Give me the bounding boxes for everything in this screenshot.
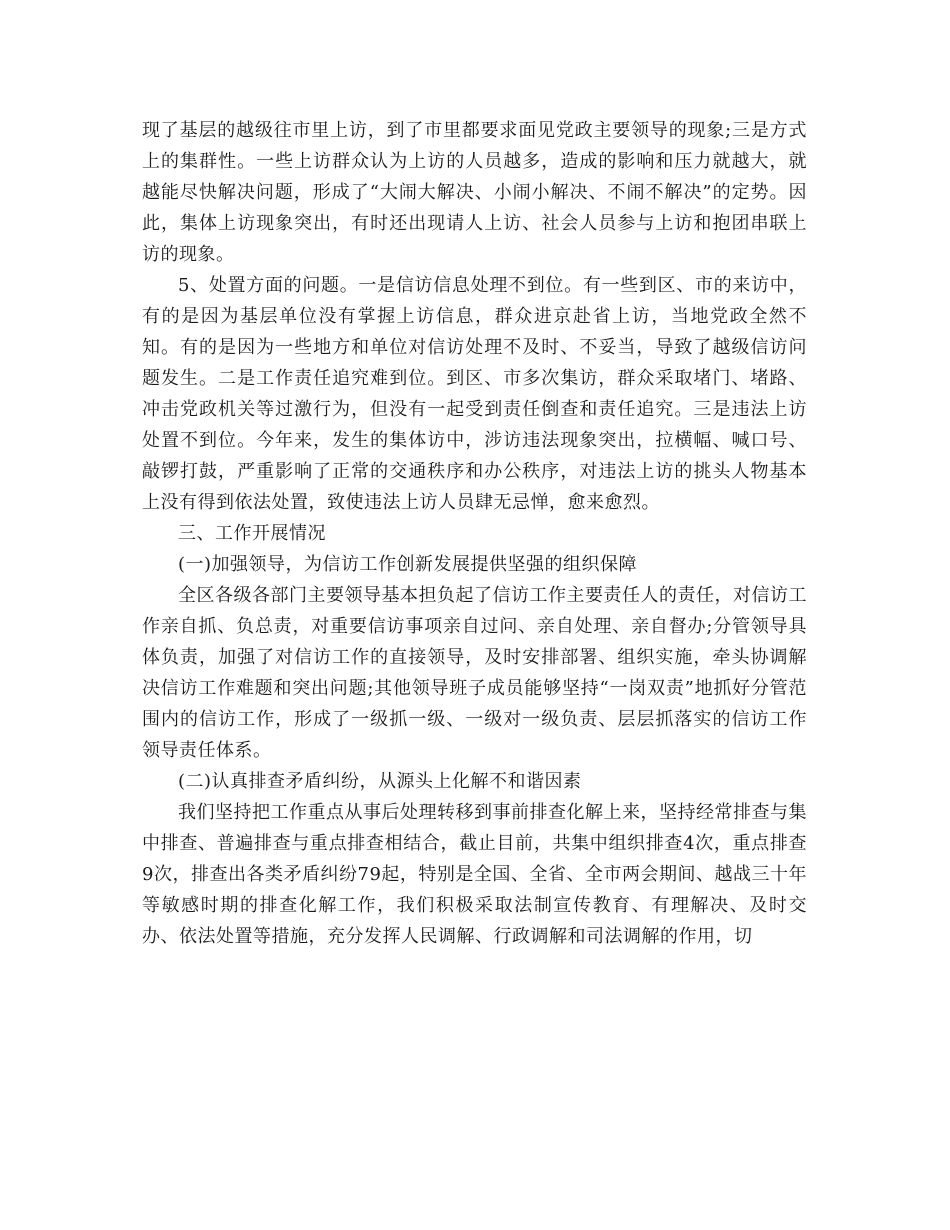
paragraph-3: 全区各级各部门主要领导基本担负起了信访工作主要责任人的责任，对信访工作亲自抓、负总责，对重要信访事项亲自过问、亲自处理、亲自督办;分管领导具体负责，加强了对信访工作的直接领导，及时安排部署、组织实施，牵头协调解决信访工作难题和突出问题;其他领导班子成员能够坚持“一岗双责”地抓好分管范围内的信访工作，形成了一级抓一级、一级对一级负责、层层抓落实的信访工作领导责任体系。 [142,585,807,761]
document-body [142,115,807,952]
paragraph-1: 现了基层的越级往市里上访，到了市里都要求面见党政主要领导的现象;三是方式上的集群性。一些上访群众认为上访的人员越多，造成的影响和压力就越大，就越能尽快解决问题，形成了“大闹大解决、小闹小解决、不闹不解决”的定势。因此，集体上访现象突出，有时还出现请人上访、社会人员参与上访和抱团串联上访的现象。 [142,120,807,265]
subheading-2: (二)认真排查矛盾纠纷，从源头上化解不和谐因素 [178,771,582,792]
paragraph-2: 5、处置方面的问题。一是信访信息处理不到位。有一些到区、市的来访中，有的是因为基层单位没有掌握上访信息，群众进京赴省上访，当地党政全然不知。有的是因为一些地方和单位对信访处理不及时、不妥当，导致了越级信访问题发生。二是工作责任追究难到位。到区、市多次集访，群众采取堵门、堵路、冲击党政机关等过激行为，但没有一起受到责任倒查和责任追究。三是违法上访处置不到位。今年来，发生的集体访中，涉访违法现象突出，拉横幅、喊口号、敲锣打鼓，严重影响了正常的交通秩序和办公秩序，对违法上访的挑头人物基本上没有得到依法处置，致使违法上访人员肆无忌惮，愈来愈烈。 [142,275,807,513]
section-heading-3: 三、工作开展情况 [178,523,326,544]
paragraph-4: 我们坚持把工作重点从事后处理转移到事前排查化解上来，坚持经常排查与集中排查、普遍排查与重点排查相结合，截止目前，共集中组织排查4次，重点排查9次，排查出各类矛盾纠纷79起，特别是全国、全省、全市两会期间、越战三十年等敏感时期的排查化解工作，我们积极采取法制宣传教育、有理解决、及时交办、依法处置等措施，充分发挥人民调解、行政调解和司法调解的作用，切 [142,802,807,947]
subheading-1: (一)加强领导，为信访工作创新发展提供坚强的组织保障 [178,554,638,575]
